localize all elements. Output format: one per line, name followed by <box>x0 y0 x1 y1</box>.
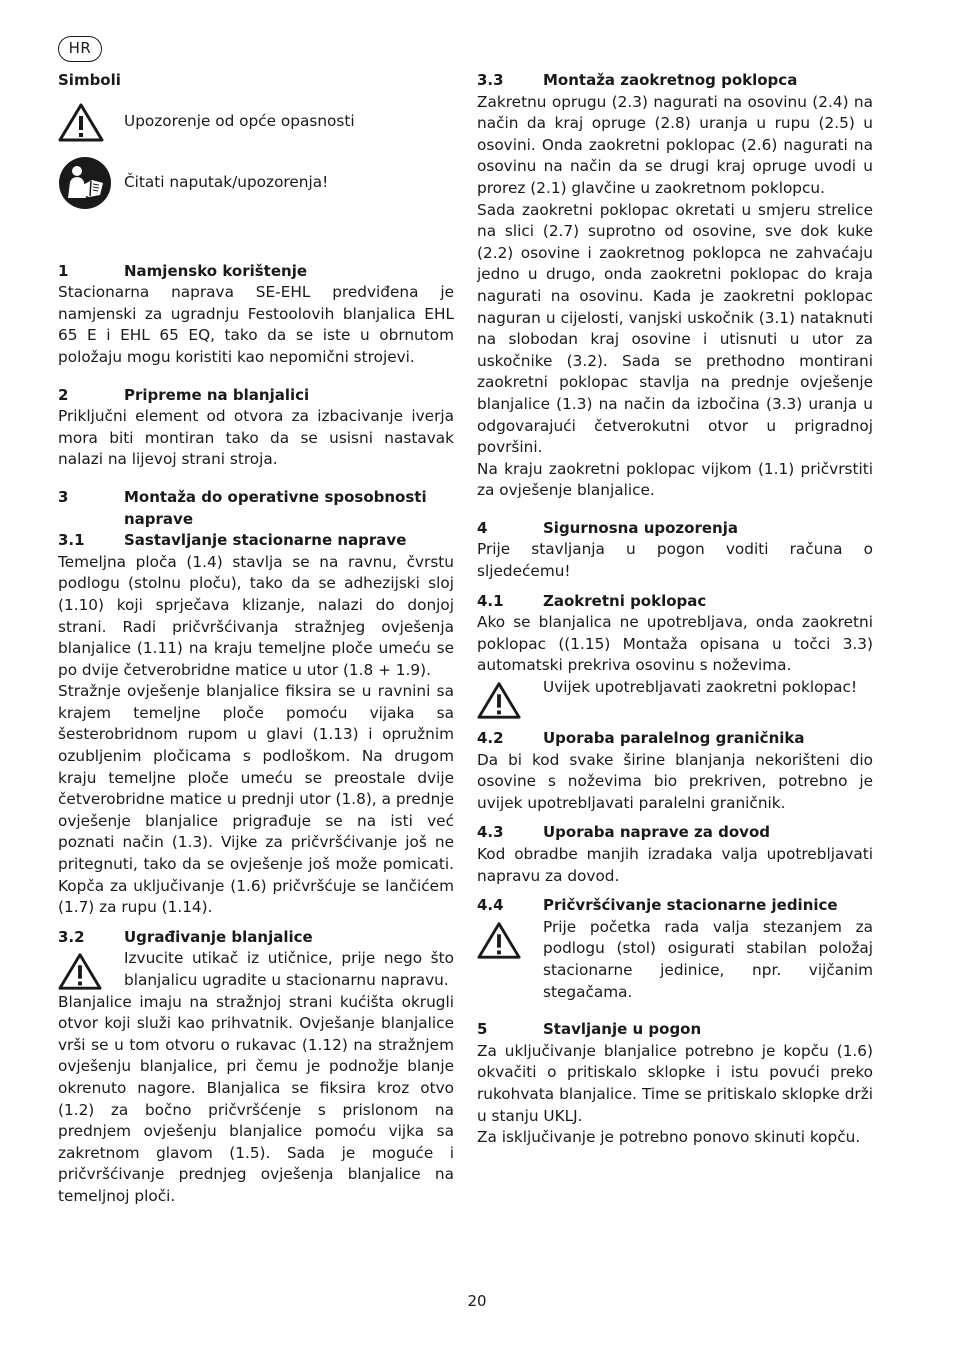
section-3-2-text: Blanjalice imaju na stražnjoj strani kućišta okrugli otvor koji služi kao prihvatnik. Ovješanje blanjalice vrši se u tom otvoru o rukavac (1.12) na stražnjem ovješenju blanjalice, pri čemu je podnožje blanje okrenuto nagore. Blanjalica se fiksira kroz otvo (1.2) za bočno pričvršćenje s prislonom na prednjem ovješenju blanjalice pomoću vijka sa zakretnom glavom (1.5). Sada je moguće i pričvršćivanje prednjeg ovješenja blanjalice na temeljnoj ploči. <box>58 992 454 1205</box>
section-5-paragraph-1: Za uključivanje blanjalice potrebno je kopču (1.6) okvačiti o pritiskalo sklopke i istu povući preko rukohvata blanjalice. Time se pritiskalo sklopke drži u stanju UKLJ. <box>477 1041 873 1125</box>
section-3-heading: 3 Montaža do operativne sposobnosti naprave <box>58 487 427 528</box>
section-3-3-paragraph-2: Sada zaokretni poklopac okretati u smjeru strelice na slici (2.7) suprotno od osovine, sve dok kuke (2.2) osovine i zaokretnog poklopca ne zahvaćaju jedno u drugo, onda zaokretni poklopac do kraja nagurati na osovinu. Kada je zaokretni poklopac naguran u cijelosti, vanjski uskočnik (3.1) nataknuti na slobodan kraj osovine i utisnuti u utor za uskočnike (3.2). Sada se prethodno montirani zaokretni poklopac stavlja na prednje ovješenje blanjalice (1.3) na način da izbočina (3.3) uranja u odgovarajući četverokutni otvor u prigradnoj površini. <box>477 200 873 457</box>
warning-triangle-icon <box>58 102 104 142</box>
section-1-heading: 1 Namjensko korištenje <box>58 261 308 280</box>
language-badge: HR <box>58 36 102 62</box>
page-number: 20 <box>467 1292 487 1310</box>
section-3-2-warning <box>58 948 454 991</box>
warning-triangle-icon <box>477 680 521 720</box>
section-3-1-paragraph-2: Stražnje ovješenje blanjalice fiksira se u ravnini sa krajem temeljne ploče pomoću vijaka sa šesterobridnom rupom u glavi (1.13) i opružnim ozubljenim pločicama s podloškom. Na drugom kraju temeljne ploče umeću se preostale dvije četverobridne matice u prednji utor (1.8), a prednje ovješenje blanjalice prigrađuje se na isti već poznati način (1.3). Vijke za pričvršćivanje još ne pritegnuti, tako da se ovješenje još može pomicati. Kopča za uključivanje (1.6) pričvršćuje se lančićem (1.7) za rupu (1.14). <box>58 682 454 917</box>
section-3-3-heading: 3.3 Montaža zaokretnog poklopca <box>477 71 798 89</box>
section-4-3-text: Kod obradbe manjih izradaka valja upotrebljavati napravu za dovod. <box>477 845 873 885</box>
section-2-text: Priključni element od otvora za izbacivanje iverja mora biti montiran tako da se usisni nastavak nalazi na lijevoj strani stroja. <box>58 407 454 469</box>
warning-triangle-icon <box>477 920 521 960</box>
left-column <box>58 70 454 1208</box>
section-4-4-warning-text: Prije početka rada valja stezanjem za podlogu (stol) osigurati stabilan položaj stacionarne jedinice, npr. vijčanim stegačama. <box>543 917 873 1001</box>
section-4-1-text: Ako se blanjalica ne upotrebljava, onda zaokretni poklopac ((1.15) Montaža opisana u točci 3.3) automatski prekriva osovinu s noževima. <box>477 613 873 675</box>
section-3-3-paragraph-3: Na kraju zaokretni poklopac vijkom (1.1) pričvrstiti za ovješenje blanjalice. <box>477 459 873 500</box>
symbol-row-manual <box>58 157 454 209</box>
section-3-1-heading: 3.1 Sastavljanje stacionarne naprave <box>58 531 407 550</box>
symbols-title: Simboli <box>58 71 121 89</box>
section-3-3-paragraph-1: Zakretnu oprugu (2.3) nagurati na osovinu (2.4) na način da kraj opruge (2.8) uranja u rupu (2.5) u osovini. Onda zaokretni poklopac (2.6) nagurati na osovinu na način da se drugi kraj opruge uvodi u prorez (2.1) glavčine u zaokretnom poklopcu. <box>477 92 873 197</box>
section-4-2-heading: 4.2 Uporaba paralelnog graničnika <box>477 729 805 748</box>
section-3-1-paragraph-1: Temeljna ploča (1.4) stavlja se na ravnu, čvrstu podlogu (stolnu ploču), tako da se adhezijski sloj (1.10) koji sprječava klizanje, nalazi do donjoj strani. Radi pričvršćivanja stražnjeg ovješenja blanjalice (1.11) na kraju temeljne ploče umeću se po dvije četverobridne matice u utor (1.8 + 1.9). <box>58 552 454 679</box>
symbol-row-warning <box>58 96 454 148</box>
section-3-2-warning-text: Izvucite utikač iz utičnice, prije nego što blanjalicu ugradite u stacionarnu napravu. <box>124 949 454 989</box>
section-4-2-text: Da bi kod svake širine blanjanja nekorišteni dio osovine s noževima bio prekriven, potrebno je uvijek upotrebljavati paralelni graničnik. <box>477 750 873 812</box>
symbol-text-manual: Čitati naputak/upozorenja! <box>124 172 329 191</box>
section-4-heading: 4 Sigurnosna upozorenja <box>477 518 738 537</box>
symbol-text-warning: Upozorenje od opće opasnosti <box>124 111 355 130</box>
section-5-paragraph-2: Za isključivanje je potrebno ponovo skinuti kopču. <box>477 1128 861 1147</box>
section-4-text: Prije stavljanja u pogon voditi računa o sljedećemu! <box>477 540 873 581</box>
section-1-text: Stacionarna naprava SE-EHL predviđena je namjenski za ugradnju Festoolovih blanjalica EHL 65 E i EHL 65 EQ, tako da se iste u obrnutom položaju mogu koristiti kao nepomični strojevi. <box>58 283 454 366</box>
section-4-1-warning <box>477 677 873 720</box>
section-4-4-heading: 4.4 Pričvršćivanje stacionarne jedinice <box>477 896 838 915</box>
section-2-heading: 2 Pripreme na blanjalici <box>58 385 310 404</box>
right-column <box>477 70 873 1149</box>
warning-triangle-icon <box>58 951 102 991</box>
section-4-1-heading: 4.1 Zaokretni poklopac <box>477 591 707 610</box>
section-3-2-heading: 3.2 Ugrađivanje blanjalice <box>58 927 313 946</box>
section-5-heading: 5 Stavljanje u pogon <box>477 1020 702 1039</box>
section-4-4-warning <box>477 917 873 1003</box>
section-4-3-heading: 4.3 Uporaba naprave za dovod <box>477 823 770 842</box>
section-4-1-warning-text: Uvijek upotrebljavati zaokretni poklopac! <box>543 678 858 697</box>
read-manual-icon <box>58 156 112 210</box>
